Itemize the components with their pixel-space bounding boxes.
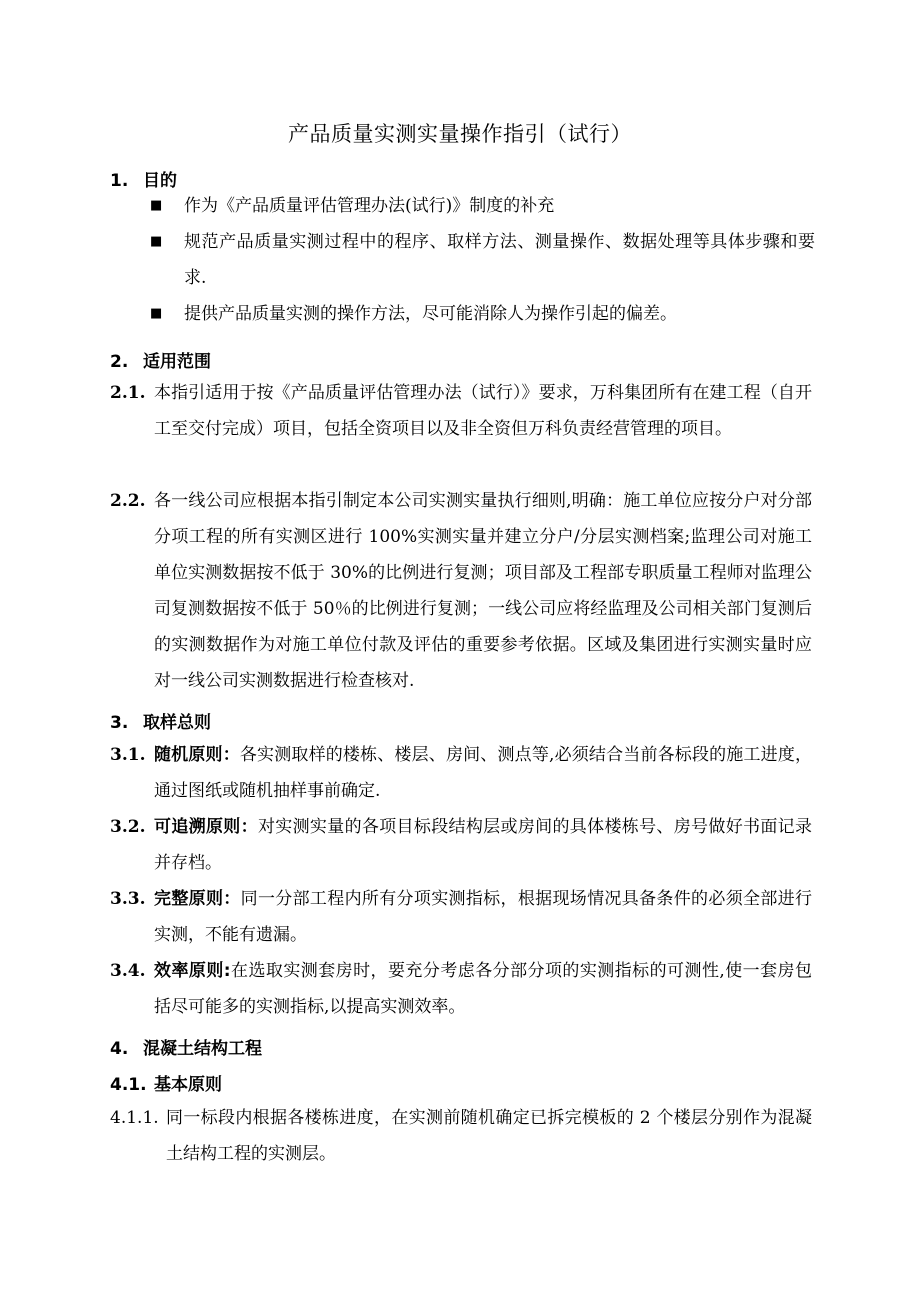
clause-lead: 完整原则：: [154, 889, 241, 909]
clause-lead: 可追溯原则：: [154, 817, 258, 837]
clause-2-2: [110, 483, 812, 699]
bullet-square-icon: ■: [150, 198, 163, 213]
section-title: 目的: [143, 171, 177, 191]
clause-number: 3.2.: [110, 817, 146, 837]
list-item: [150, 188, 815, 224]
section-title: 混凝土结构工程: [143, 1039, 262, 1059]
clause-3-4: [110, 953, 812, 1025]
clause-number: 3.1.: [110, 745, 146, 765]
clause-text: 各一线公司应根据本指引制定本公司实测实量执行细则,明确：施工单位应按分户对分部分项工程的所有实测区进行 100%实测实量并建立分户/分层实测档案;监理公司对施工单位实测数据按不低于 30%的比例进行复测；项目部及工程部专职质量工程师对监理公司复测数据按不低于 50％的比例进行复测；一线公司应将经监理及公司相关部门复测后的实测数据作为对施工单位付款及评估的重要参考依据。区域及集团进行实测实量时应对一线公司实测数据进行检查核对.: [154, 491, 812, 691]
clause-number: 3.4.: [110, 961, 146, 981]
bullet-square-icon: ■: [150, 306, 163, 321]
clause-number: 4.1.1.: [110, 1108, 159, 1128]
clause-text: 对实测实量的各项目标段结构层或房间的具体楼栋号、房号做好书面记录并存档。: [154, 817, 813, 873]
section-number: 1.: [110, 171, 129, 191]
clause-3-1: [110, 737, 812, 809]
clause-text: 在选取实测套房时，要充分考虑各分部分项的实测指标的可测性,使一套房包括尽可能多的实测指标,以提高实测效率。: [154, 961, 812, 1017]
section-3-heading: [110, 708, 211, 733]
clause-4-1-1: [110, 1100, 812, 1172]
clause-3-3: [110, 881, 812, 953]
section-number: 4.: [110, 1039, 129, 1059]
section-title: 基本原则: [154, 1075, 222, 1095]
section-4-1-heading: [110, 1070, 222, 1095]
list-item-text: 提供产品质量实测的操作方法，尽可能消除人为操作引起的偏差。: [184, 304, 677, 324]
section-2-heading: [110, 347, 211, 372]
clause-number: 2.2.: [110, 491, 146, 511]
list-item-text: 作为《产品质量评估管理办法(试行)》制度的补充: [184, 196, 555, 216]
section-4-heading: [110, 1034, 262, 1059]
list-item: [150, 224, 815, 296]
clause-number: 3.3.: [110, 889, 146, 909]
document-title: 产品质量实测实量操作指引（试行）: [288, 122, 632, 146]
clause-number: 2.1.: [110, 383, 146, 403]
bullet-square-icon: ■: [150, 234, 163, 249]
clause-text: 各实测取样的楼栋、楼层、房间、测点等,必须结合当前各标段的施工进度，通过图纸或随机抽样事前确定.: [154, 745, 813, 801]
section-number: 3.: [110, 713, 129, 733]
clause-text: 同一分部工程内所有分项实测指标，根据现场情况具备条件的必须全部进行实测，不能有遗漏。: [154, 889, 813, 945]
clause-lead: 随机原则：: [154, 745, 240, 765]
clause-3-2: [110, 809, 812, 881]
clause-text: 同一标段内根据各楼栋进度，在实测前随机确定已拆完模板的 2 个楼层分别作为混凝土结构工程的实测层。: [166, 1108, 812, 1164]
section-title: 适用范围: [143, 352, 211, 372]
clause-2-1: [110, 375, 812, 447]
section-number: 2.: [110, 352, 129, 372]
clause-text: 本指引适用于按《产品质量评估管理办法（试行）》要求，万科集团所有在建工程（自开工至交付完成）项目，包括全资项目以及非全资但万科负责经营管理的项目。: [154, 383, 812, 439]
section-number: 4.1.: [110, 1075, 147, 1095]
list-item: [150, 296, 815, 332]
section-title: 取样总则: [143, 713, 211, 733]
list-item-text: 规范产品质量实测过程中的程序、取样方法、测量操作、数据处理等具体步骤和要求.: [184, 232, 815, 288]
clause-lead: 效率原则:: [154, 961, 231, 981]
